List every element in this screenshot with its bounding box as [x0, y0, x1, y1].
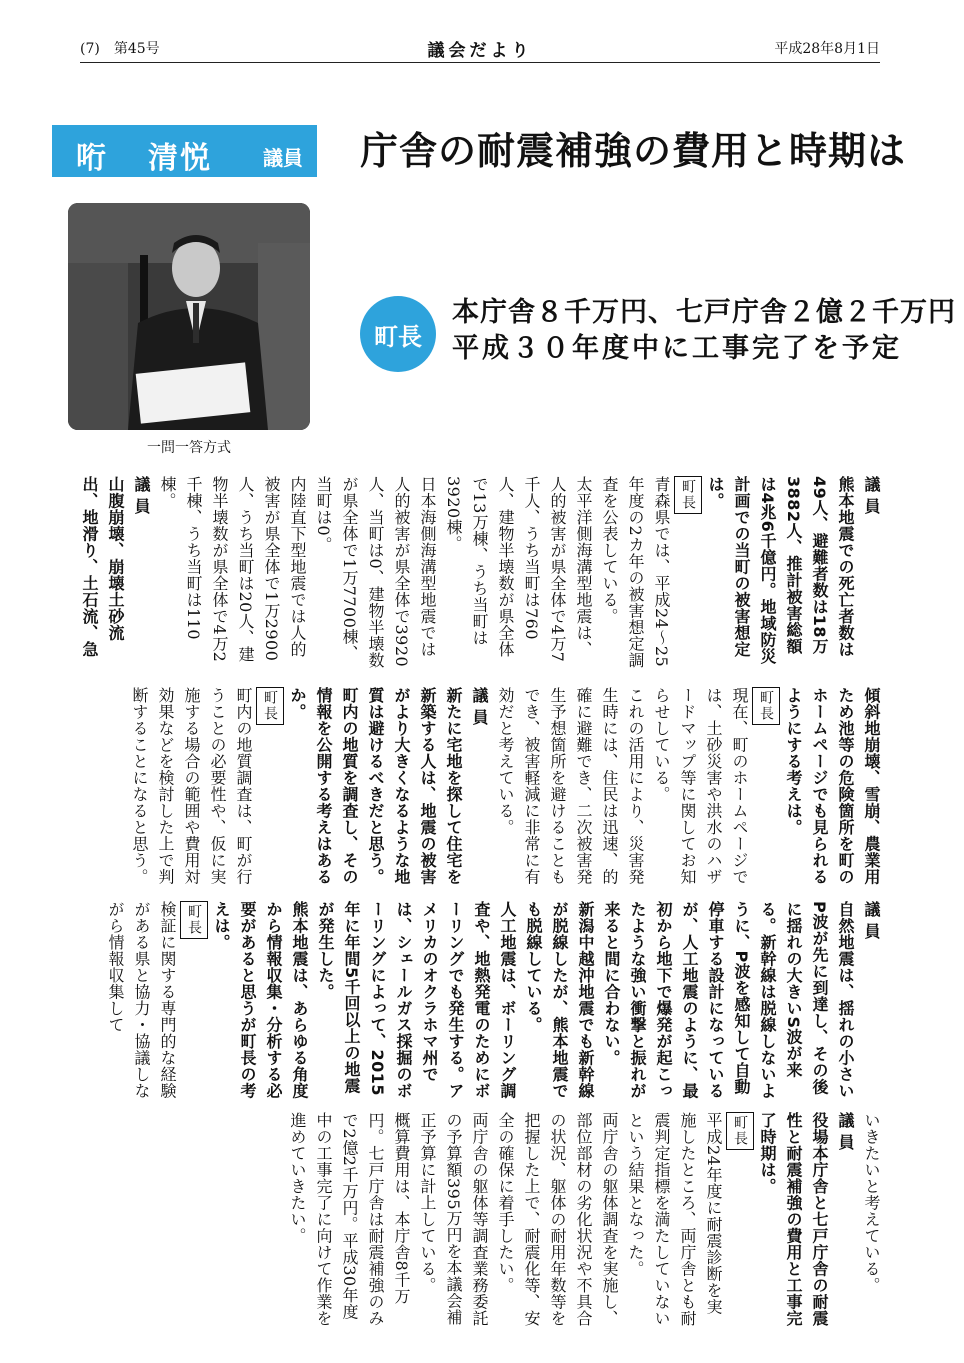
page-header: [80, 38, 880, 63]
answer-text: 平成24年度に耐震診断を実施したところ、両庁舎とも耐震判定指標を満たしていないという結果となった。: [626, 1112, 723, 1327]
mayor-badge: 町長: [360, 296, 436, 372]
question-text: 自然地震は、揺れの小さいP波が先に到達し、その後に揺れの大きいS波が来る。新幹線は脱線しないように、P波を感知して自動停車する設計になっているが、人工地震のように、最初から地下で爆発が起こったような強い衝撃と振れが来ると間に合わない。: [602, 901, 855, 1099]
answer-text: 現在、町のホームページでは、土砂災害や洪水のハザードマップ等に関してお知らせしている。: [652, 687, 749, 885]
member-given-name: 清悦: [148, 141, 212, 176]
speaker-label: 町長: [726, 1112, 754, 1150]
body-tier-2: [78, 687, 884, 885]
answer-text: 内陸直下型地震では人的被害が県全体で1万2900人、うち当町は20人、建物半壊数が県全体で4万2千棟、うち当町は110棟。: [158, 476, 307, 663]
answer-text: 概算費用は、本庁舎8千万円。七戸庁舎は耐震補強のみで2億2千万円。平成30年度中の工事完了に向けて作業を進めていきたい。: [288, 1112, 411, 1327]
speaker-label: 議員: [862, 901, 881, 945]
answer-text: 町内の地質調査は、町が行うことの必要性や、仮に実施する場合の範囲や費用対効果などを検討した上で判断することになると思う。: [130, 687, 253, 885]
answer-text: 日本海側海溝型地震では人的被害が県全体で3920人、当町は0、建物半壊数が県全体で1万7700棟、当町は0。: [314, 476, 437, 669]
member-name: [76, 133, 212, 177]
article-headline: 庁舎の耐震補強の費用と時期は: [360, 129, 907, 173]
question-text: 熊本地震での死亡者数は49人、避難者数は18万3882人、推計被害総額は4兆6千億円。地域防災計画での当町の被害想定は。: [706, 476, 855, 665]
answer-summary-line-2: 平成３０年度中に工事完了を予定: [452, 333, 902, 364]
answer-text: いきたいと考えている。: [862, 1112, 881, 1294]
issue-number: (7) 第45号: [80, 41, 160, 57]
question-text: 新潟中越沖地震でも新幹線が脱線したが、熊本地震でも脱線している。: [524, 901, 595, 1099]
body-tier-3: [78, 901, 884, 1101]
member-title: 議員: [263, 146, 303, 170]
question-text: 山腹崩壊、崩壊土砂流出、地滑り、土石流、急: [80, 476, 125, 658]
answer-summary-line-1: 本庁舎８千万円、七戸庁舎２億２千万円: [452, 297, 956, 328]
question-text: 傾斜地崩壊、雪崩、農業用ため池等の危険箇所を町のホームページでも見られるようにする考えは。: [784, 687, 881, 885]
newsletter-title: 議会だより: [427, 41, 533, 61]
question-text: 役場本庁舎と七戸庁舎の耐震性と耐震補強の費用と工事完了時期は。: [758, 1112, 829, 1327]
answer-text: 両庁舎の躯体等調査業務委託の予算額395万円を本議会補正予算に計上している。: [418, 1112, 489, 1327]
member-surname: 哘: [76, 141, 108, 176]
question-text: 熊本地震は、あらゆる角度から情報収集・分析する必要があると思うが町長の考えは。: [212, 901, 309, 1099]
answer-text: 検証に関する専門的な経験がある県と協力・協議しながら情報収集して: [106, 901, 177, 1099]
body-tier-1: [78, 476, 884, 671]
speaker-label: 議員: [836, 1112, 855, 1156]
member-photo: [68, 203, 310, 430]
speaker-label: 議員: [862, 476, 881, 520]
issue-date: 平成28年8月1日: [774, 41, 880, 57]
body-tier-4: [78, 1112, 884, 1327]
speaker-label: 町長: [752, 687, 780, 725]
member-name-band: [52, 125, 317, 177]
speaker-label: 町長: [256, 687, 284, 725]
answer-text: 青森県では、平成24～25年度の2カ年の被害想定調査を公表している。: [600, 476, 671, 669]
question-text: 新たに宅地を探して住宅を新築する人は、地震の被害がより大きくなるような地質は避けるべきだと思う。町内の地質を調査し、その情報を公開する考えはあるか。: [288, 687, 463, 885]
answer-text: これの活用により、災害発生時には、住民は迅速、的確に避難でき、二次被害発生予想箇所を避けることもでき、被害軽減に非常に有効だと考えている。: [496, 687, 645, 885]
speaker-label: 議員: [132, 476, 151, 520]
photo-caption: 一問一答方式: [147, 440, 231, 456]
answer-text: 両庁舎の躯体調査を実施し、部位部材の劣化状況や不具合の状況、躯体の耐用年数等を把握した上で、耐震化等、安全の確保に着手したい。: [496, 1112, 619, 1327]
answer-text: 太平洋側海溝型地震は、人的被害が県全体で4万7千人、うち当町は760人、建物半壊数が県全体で13万棟、うち当町は3920棟。: [444, 476, 593, 663]
question-text: 人工地震は、ボーリング調査や、地熱発電のためにボーリングでも発生する。アメリカのオクラホマ州では、シェールガス採掘のボーリングによって、2015年に年間5千回以上の地震が発生した。: [316, 901, 517, 1099]
speaker-label: 町長: [180, 901, 208, 939]
speaker-label: 議員: [470, 687, 489, 731]
speaker-label: 町長: [674, 476, 702, 514]
